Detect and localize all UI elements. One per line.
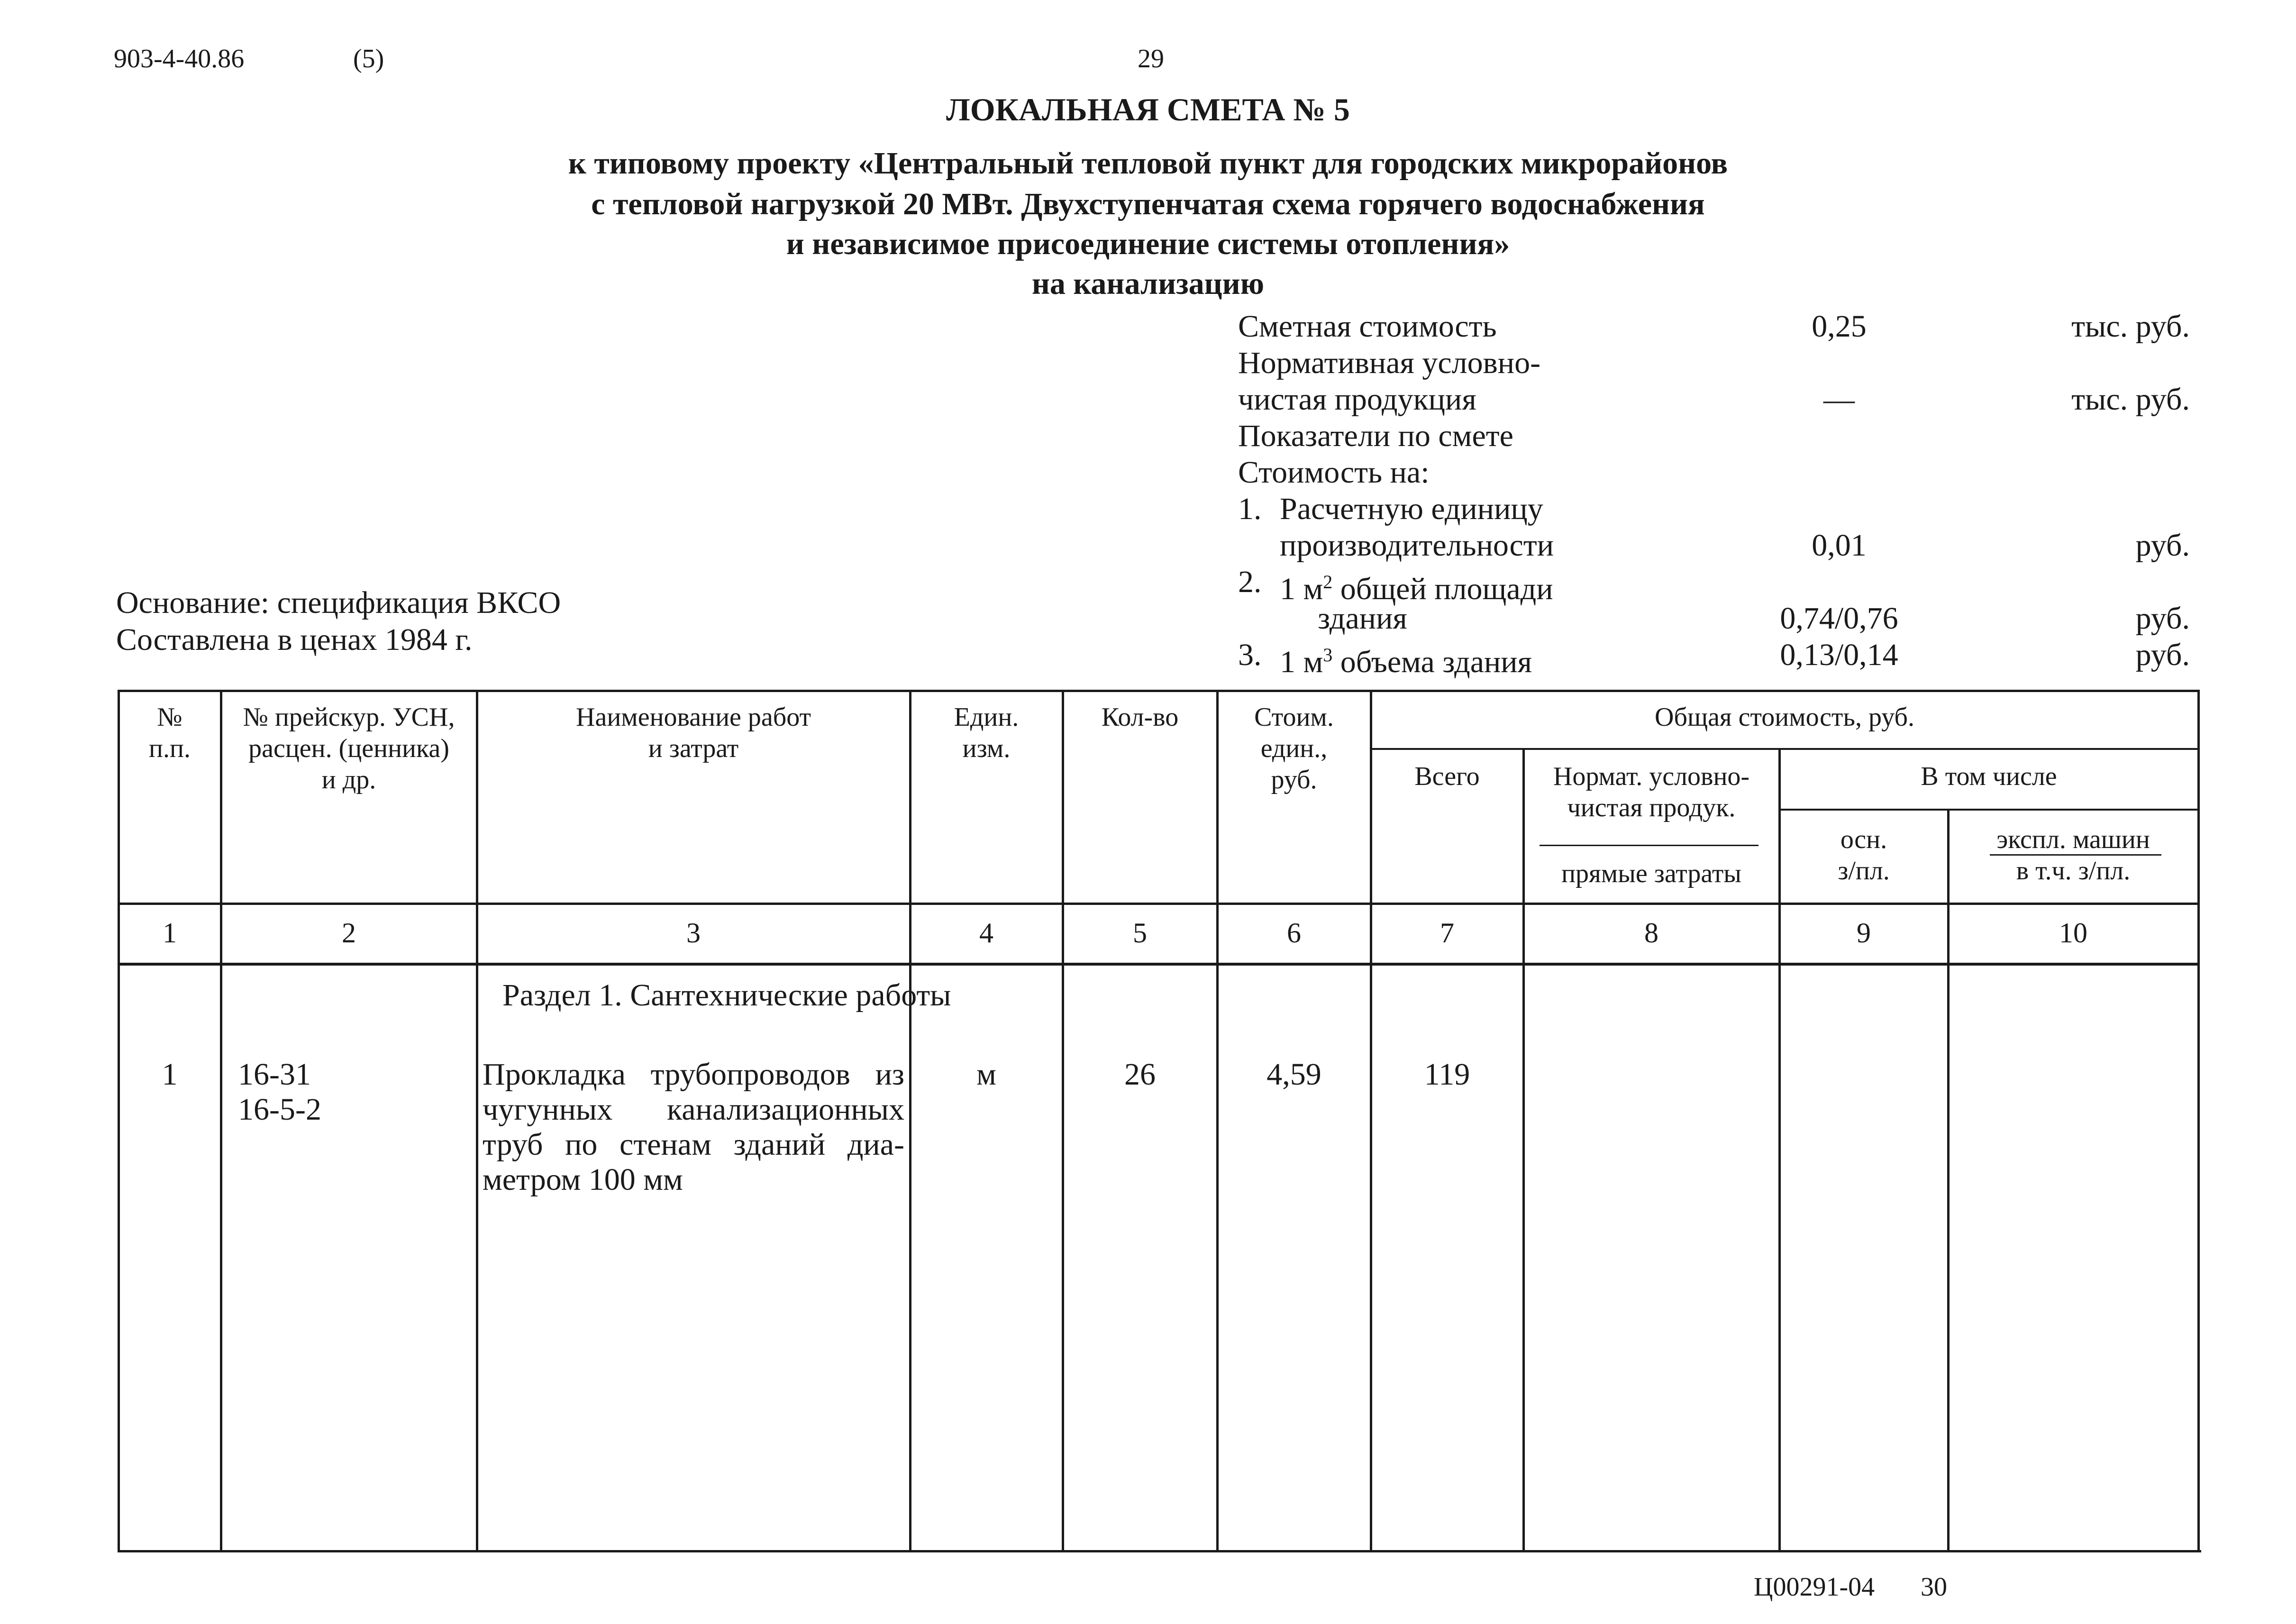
normative-label-1: Нормативная условно- — [1238, 346, 1541, 380]
row-unit-cost: 4,59 — [1266, 1057, 1321, 1092]
item-3-value: 0,13/0,14 — [1780, 638, 1898, 672]
group-incl-divider — [1778, 809, 2199, 811]
header-col7: Всего — [1414, 762, 1480, 791]
col-line-5 — [1216, 690, 1219, 1552]
header-col8: Нормат. условно- чистая продук. — [1553, 762, 1750, 822]
header-col4: Един. изм. — [954, 703, 1019, 763]
col-line-4 — [1062, 690, 1064, 1552]
cost-unit: тыс. руб. — [2071, 309, 2190, 344]
cost-label: Сметная стоимость — [1238, 309, 1497, 344]
header-col5: Кол-во — [1101, 703, 1179, 732]
row-name: Прокладка трубопроводов из чугунных канализационных труб по стенам зданий диа-метром 100 мм — [483, 1057, 904, 1197]
table-border-top — [118, 690, 2199, 692]
cost-on-label: Стоимость на: — [1238, 455, 1430, 490]
colnum-3: 3 — [686, 917, 701, 949]
header-col2: № прейскур. УСН, расцен. (ценника) и др. — [243, 703, 455, 794]
document-code: 903-4-40.86 — [114, 44, 245, 73]
row-number: 1 — [162, 1057, 178, 1092]
item-2-value: 0,74/0,76 — [1780, 601, 1898, 636]
title-line-4: на канализацию — [1031, 266, 1265, 301]
colnum-9: 9 — [1857, 917, 1871, 949]
row-total: 119 — [1424, 1057, 1470, 1092]
page-number: 29 — [1138, 44, 1164, 73]
header-col3: Наименование работ и затрат — [576, 703, 811, 763]
item-2-number: 2. — [1238, 565, 1262, 599]
cost-value: 0,25 — [1812, 309, 1867, 344]
normative-unit: тыс. руб. — [2071, 382, 2190, 417]
row-quantity: 26 — [1124, 1057, 1156, 1092]
item-2-label-1: 1 $м^2$ общей площади — [1280, 571, 1553, 606]
header-col9: осн. з/пл. — [1838, 825, 1890, 885]
item-1-unit: руб. — [2135, 528, 2190, 563]
table-border-bottom — [119, 1550, 2201, 1552]
basis-line-1: Основание: спецификация ВКСО — [116, 585, 561, 620]
col8-fraction-line — [1540, 845, 1758, 846]
group-total-divider — [1370, 748, 2199, 750]
col-line-0 — [118, 690, 120, 1552]
sheet-tag: (5) — [353, 44, 384, 73]
item-3-unit: руб. — [2135, 638, 2190, 672]
col-line-6 — [1370, 690, 1372, 1552]
estimate-title: ЛОКАЛЬНАЯ СМЕТА № 5 — [946, 91, 1350, 128]
colnum-8: 8 — [1644, 917, 1658, 949]
indicators-label: Показатели по смете — [1238, 419, 1513, 453]
colnum-2: 2 — [342, 917, 356, 949]
colnum-4: 4 — [979, 917, 993, 949]
section-title: Раздел 1. Сантехнические работы — [502, 978, 951, 1013]
title-line-1: к типовому проекту «Центральный тепловой пункт для городских микрорайонов — [568, 146, 1728, 181]
normative-label-2: чистая продукция — [1238, 382, 1476, 417]
item-1-value: 0,01 — [1812, 528, 1867, 563]
title-line-2: с тепловой нагрузкой 20 МВт. Двухступенчатая схема горячего водоснабжения — [591, 187, 1705, 221]
item-2-unit: руб. — [2135, 601, 2190, 636]
table-colnum-divider — [118, 963, 2199, 966]
basis-line-2: Составлена в ценах 1984 г. — [116, 622, 473, 657]
normative-value: — — [1823, 382, 1855, 417]
item-2-label-2: здания — [1318, 601, 1407, 636]
row-code-1: 16-31 — [238, 1057, 311, 1092]
header-group-total: Общая стоимость, руб. — [1655, 703, 1914, 732]
table-header-divider — [118, 903, 2199, 905]
row-code-2: 16-5-2 — [238, 1092, 321, 1127]
header-col1: № п.п. — [149, 703, 191, 763]
header-group-incl: В том числе — [1921, 762, 2057, 791]
item-3-number: 3. — [1238, 638, 1262, 672]
colnum-7: 7 — [1440, 917, 1454, 949]
footer-number: 30 — [1921, 1572, 1947, 1602]
colnum-6: 6 — [1287, 917, 1301, 949]
col-line-2 — [476, 690, 478, 1552]
title-line-3: и независимое присоединение системы отопления» — [786, 227, 1510, 261]
col-line-3 — [909, 690, 911, 1552]
item-1-number: 1. — [1238, 492, 1262, 526]
colnum-10: 10 — [2059, 917, 2087, 949]
item-1-label-2: производительности — [1280, 528, 1554, 563]
summary-block — [0, 0, 2296, 683]
col-line-1 — [220, 690, 222, 1552]
header-col6: Стоим. един., руб. — [1254, 703, 1334, 794]
row-unit: м — [976, 1057, 996, 1092]
col-line-10 — [2197, 690, 2200, 1552]
colnum-1: 1 — [163, 917, 177, 949]
footer-code: Ц00291-04 — [1754, 1572, 1875, 1602]
header-col8-direct: прямые затраты — [1561, 859, 1741, 888]
item-3-label: 1 $м^3$ объема здания — [1280, 644, 1532, 679]
item-1-label-1: Расчетную единицу — [1280, 492, 1543, 526]
header-col10: экспл. машин в т.ч. з/пл. — [1996, 825, 2150, 885]
colnum-5: 5 — [1133, 917, 1147, 949]
